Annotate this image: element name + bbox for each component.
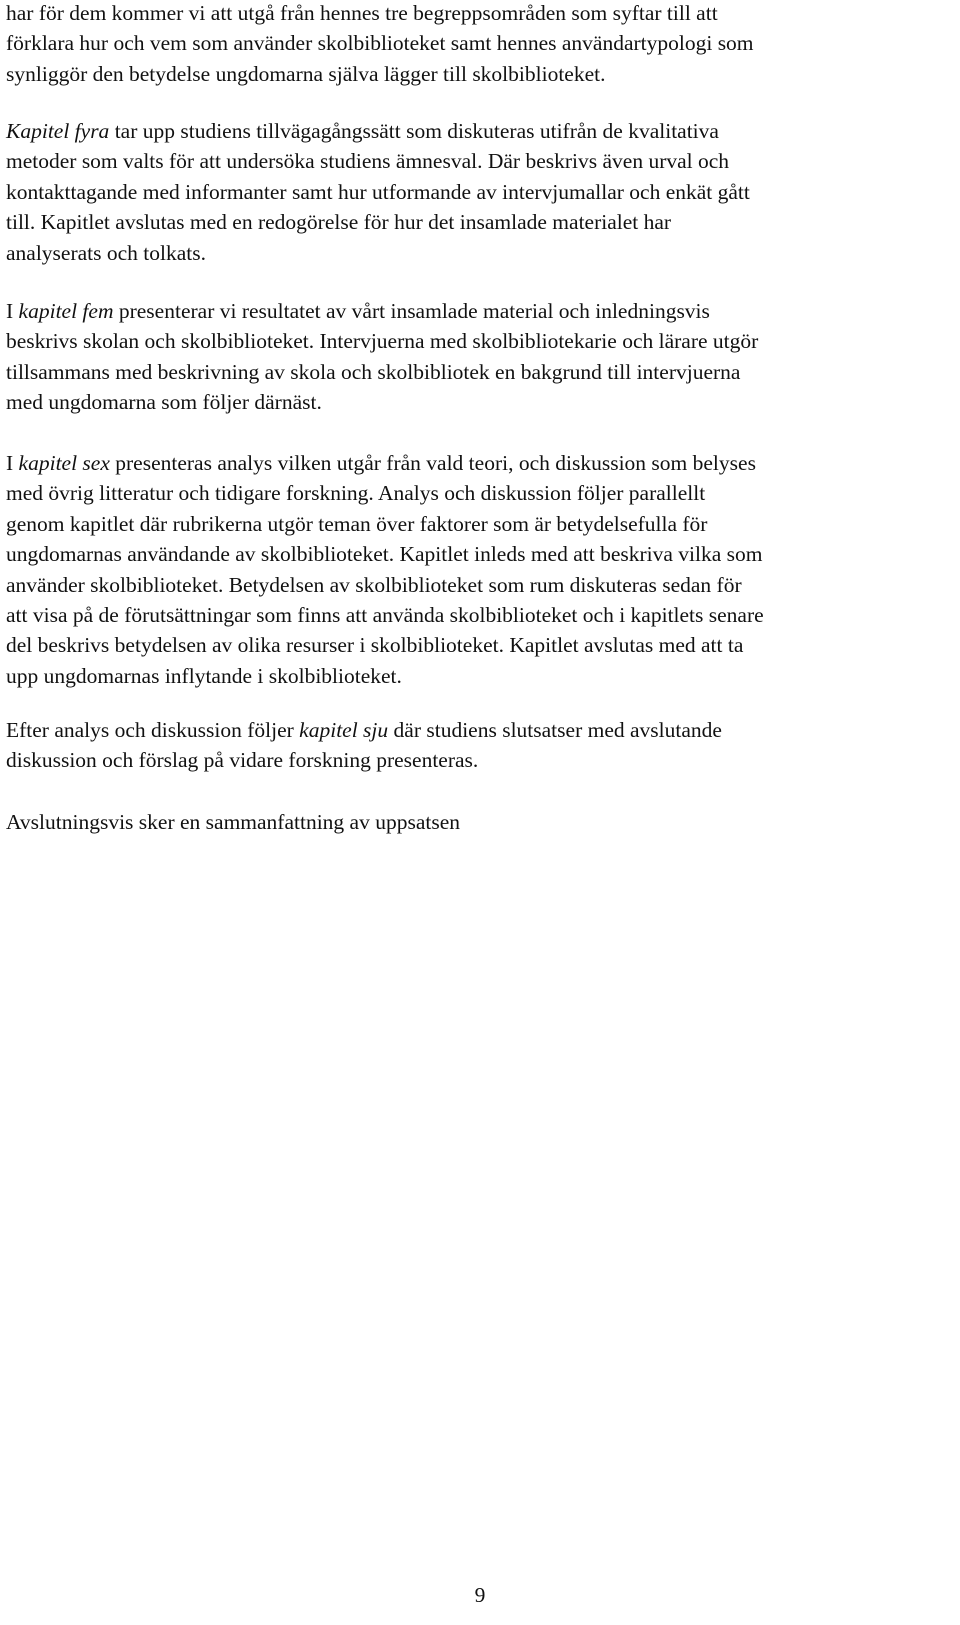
text-line bbox=[6, 448, 764, 478]
text-line: upp ungdomarnas inflytande i skolbiblioteket. bbox=[6, 663, 402, 688]
text-line: genom kapitlet där rubrikerna utgör teman över faktorer som är betydelsefulla för bbox=[6, 511, 708, 536]
text-line: med ungdomarna som följer därnäst. bbox=[6, 390, 322, 415]
text-line: tillsammans med beskrivning av skola och skolbibliotek en bakgrund till intervjuerna bbox=[6, 359, 741, 384]
text-line bbox=[6, 116, 750, 146]
text-line: del beskrivs betydelsen av olika resurser i skolbiblioteket. Kapitlet avslutas med att ta bbox=[6, 633, 744, 658]
text-line: synliggör den betydelse ungdomarna själva lägger till skolbiblioteket. bbox=[6, 61, 606, 86]
text-line: till. Kapitlet avslutas med en redogörelse för hur det insamlade materialet har bbox=[6, 210, 672, 235]
text-line: beskrivs skolan och skolbiblioteket. Intervjuerna med skolbibliotekarie och lärare utgör bbox=[6, 329, 759, 354]
text-run: där studiens slutsatser med avslutande bbox=[388, 718, 722, 742]
text-line: metoder som valts för att undersöka studiens ämnesval. Där beskrivs även urval och bbox=[6, 149, 730, 174]
text-run: Efter analys och diskussion följer bbox=[6, 718, 300, 742]
chapter-reference: kapitel fem bbox=[18, 299, 114, 323]
paragraph-summary bbox=[6, 807, 460, 837]
chapter-reference: kapitel sju bbox=[299, 718, 389, 742]
text-line bbox=[6, 715, 722, 745]
paragraph-chapter-seven bbox=[6, 715, 722, 776]
text-line: Avslutningsvis sker en sammanfattning av uppsatsen bbox=[6, 810, 461, 834]
text-line: förklara hur och vem som använder skolbiblioteket samt hennes användartypologi som bbox=[6, 31, 754, 56]
paragraph-theory-continuation bbox=[6, 0, 754, 89]
text-line bbox=[6, 296, 758, 326]
text-run: I bbox=[6, 451, 19, 475]
chapter-reference: kapitel sex bbox=[18, 451, 110, 475]
text-run: I bbox=[6, 299, 19, 323]
paragraph-chapter-five bbox=[6, 296, 758, 418]
text-line: använder skolbiblioteket. Betydelsen av skolbiblioteket som rum diskuteras sedan för bbox=[6, 572, 742, 597]
text-line: med övrig litteratur och tidigare forskning. Analys och diskussion följer parallellt bbox=[6, 481, 706, 506]
text-run: tar upp studiens tillvägagångssätt som diskuteras utifrån de kvalitativa bbox=[109, 119, 719, 143]
text-run: presenteras analys vilken utgår från vald teori, och diskussion som belyses bbox=[109, 451, 756, 475]
chapter-reference: Kapitel fyra bbox=[6, 119, 110, 143]
text-line: kontakttagande med informanter samt hur utformande av intervjumallar och enkät gått bbox=[6, 179, 750, 204]
text-line: analyserats och tolkats. bbox=[6, 240, 207, 265]
page-number: 9 bbox=[474, 1583, 486, 1607]
text-line: diskussion och förslag på vidare forskning presenteras. bbox=[6, 748, 479, 773]
text-run: presenterar vi resultatet av vårt insamlade material och inledningsvis bbox=[113, 299, 710, 323]
text-line: har för dem kommer vi att utgå från hennes tre begreppsområden som syftar till att bbox=[6, 1, 718, 25]
text-line: ungdomarnas användande av skolbiblioteket. Kapitlet inleds med att beskriva vilka som bbox=[6, 542, 763, 567]
paragraph-chapter-four bbox=[6, 116, 750, 268]
paragraph-chapter-six bbox=[6, 448, 764, 691]
text-line: att visa på de förutsättningar som finns att använda skolbiblioteket och i kapitlets senare bbox=[6, 603, 764, 628]
